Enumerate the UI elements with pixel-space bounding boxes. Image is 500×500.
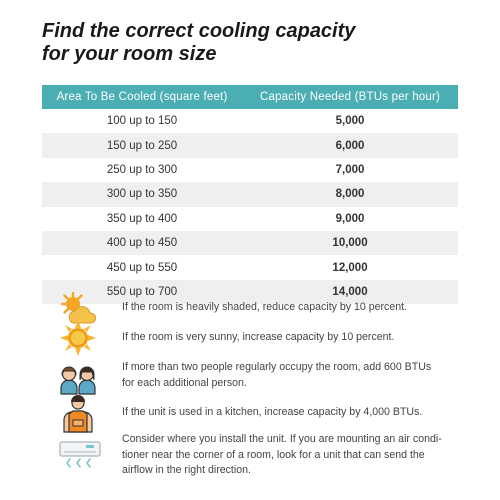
- title-line-2: for your room size: [42, 43, 217, 65]
- tip-line: Consider where you install the unit. If you are mounting an air condi-: [122, 433, 442, 445]
- tip-text: [122, 330, 462, 346]
- capacity-cell: 14,000: [242, 280, 458, 304]
- capacity-cell: 9,000: [335, 212, 365, 225]
- air-conditioner-icon: [58, 438, 102, 478]
- area-cell: 100 up to 150: [106, 115, 178, 128]
- area-cell: 450 up to 550: [106, 261, 178, 274]
- area-cell: 350 up to 400: [106, 212, 178, 225]
- tip-line: for each additional person.: [122, 376, 247, 389]
- header-area: Area To Be Cooled (square feet): [56, 91, 228, 103]
- tip-line: If the unit is used in a kitchen, increase capacity by 4,000 BTUs.: [122, 406, 423, 418]
- title-line-1: Find the correct cooling capacity: [42, 20, 356, 42]
- header-capacity: Capacity Needed (BTUs per hour): [259, 91, 441, 103]
- capacity-cell: 8,000: [242, 182, 458, 206]
- capacity-cell: 5,000: [335, 115, 365, 128]
- capacity-cell: 10,000: [242, 231, 458, 255]
- tip-line: airflow in the right direction.: [122, 464, 251, 476]
- area-cell: 400 up to 450: [42, 231, 242, 255]
- tip-text: [122, 432, 462, 479]
- tip-text: [122, 405, 462, 421]
- capacity-cell: 6,000: [242, 133, 458, 157]
- area-cell: 250 up to 300: [106, 163, 178, 176]
- area-cell: 300 up to 350: [42, 182, 242, 206]
- tip-text: [122, 360, 462, 391]
- tip-line: tioner near the corner of a room, look for a unit that can send the: [122, 448, 425, 461]
- sun-icon: [58, 318, 98, 358]
- tip-line: If the room is very sunny, increase capacity by 10 percent.: [122, 331, 395, 343]
- chef-apron-icon: [58, 394, 98, 434]
- tip-line: If the room is heavily shaded, reduce capacity by 10 percent.: [122, 301, 408, 313]
- tip-text: [122, 300, 462, 316]
- capacity-cell: 12,000: [332, 261, 368, 274]
- tip-line: If more than two people regularly occupy the room, add 600 BTUs: [122, 361, 432, 373]
- two-people-icon: [58, 358, 98, 398]
- capacity-cell: 7,000: [335, 163, 365, 176]
- area-cell: 150 up to 250: [42, 133, 242, 157]
- area-cell: 550 up to 700: [42, 280, 242, 304]
